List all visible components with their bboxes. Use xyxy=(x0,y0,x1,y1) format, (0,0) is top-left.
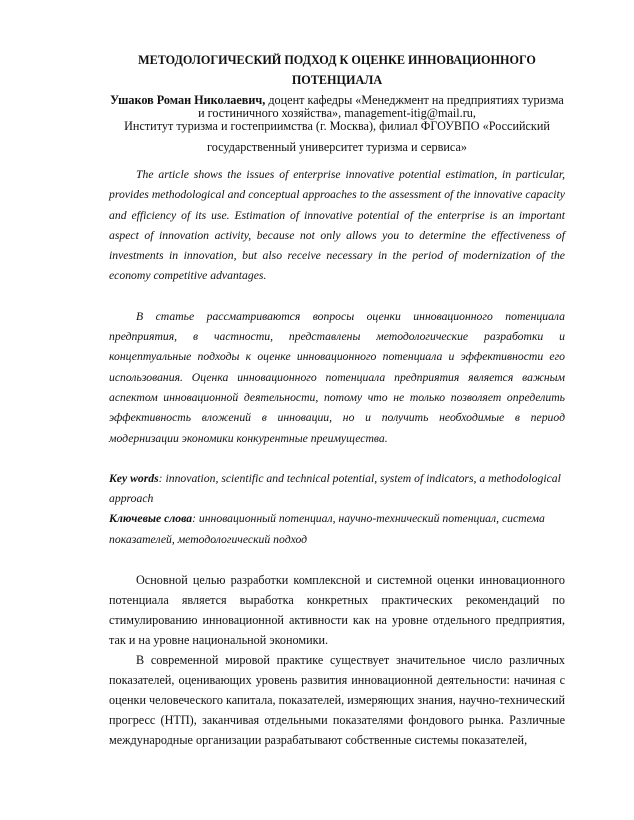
author-block xyxy=(109,94,565,157)
article-title: МЕТОДОЛОГИЧЕСКИЙ ПОДХОД К ОЦЕНКЕ ИННОВАЦИОННОГО ПОТЕНЦИАЛА xyxy=(138,53,536,87)
affiliation-line-2: государственный университет туризма и сервиса» xyxy=(207,140,467,154)
author-name: Ушаков Роман Николаевич, xyxy=(110,93,266,107)
keywords-russian xyxy=(109,509,565,550)
author-details: доцент кафедры «Менеджмент на предприятиях туризма и гостиничного хозяйства», management-itig@mail.ru, xyxy=(198,93,564,120)
abstract-russian: В статье рассматриваются вопросы оценки инновационного потенциала предприятия, в частности, представлены методологические разработки и концептуальные подходы к оценке инновационного потенциала и эффективности его использования. Оценка инновационного потенциала предприятия является важным аспектом инновационной деятельности, потому что не только позволяет определить эффективность вложений в инновации, но и получить необходимые в период модернизации экономики конкурентные преимущества. xyxy=(109,309,565,445)
body-paragraph-1: Основной целью разработки комплексной и системной оценки инновационного потенциала является выработка конкретных практических рекомендаций по стимулированию инновационной активности как на уровне отдельного предприятия, так и на уровне национальной экономики. xyxy=(109,573,565,648)
document-page xyxy=(109,50,565,750)
keywords-english-label: Key words xyxy=(109,471,159,485)
abstract-english: The article shows the issues of enterprise innovative potential estimation, in particular, provides methodological and conceptual approaches to the assessment of the innovative capacity and efficiency of its use. Estimation of innovative potential of the enterprise is an important aspect of innovation activity, because not only allows you to determine the effectiveness of investments in innovation, but also receive necessary in the period of modernization of the economy competitive advantages. xyxy=(109,168,565,283)
keywords-english xyxy=(109,469,565,510)
body-paragraph-2: В современной мировой практике существует значительное число различных показателей, оценивающих уровень развития инновационной деятельности: начиная с оценки человеческого капитала, показателей, измеряющих знания, научно-технический прогресс (НТП), заканчивая отдельными показателями фондового рынка. Различные международные организации разрабатывают собственные системы показателей, xyxy=(109,653,565,748)
keywords-english-text: : innovation, scientific and technical potential, system of indicators, a methodological approach xyxy=(109,471,561,506)
affiliation-line-1: Институт туризма и гостеприимства (г. Москва), филиал ФГОУВПО «Российский xyxy=(124,119,550,133)
keywords-russian-label: Ключевые слова xyxy=(109,512,193,526)
keywords-russian-text: : инновационный потенциал, научно-технический потенциал, система показателей, методологический подход xyxy=(109,512,545,546)
